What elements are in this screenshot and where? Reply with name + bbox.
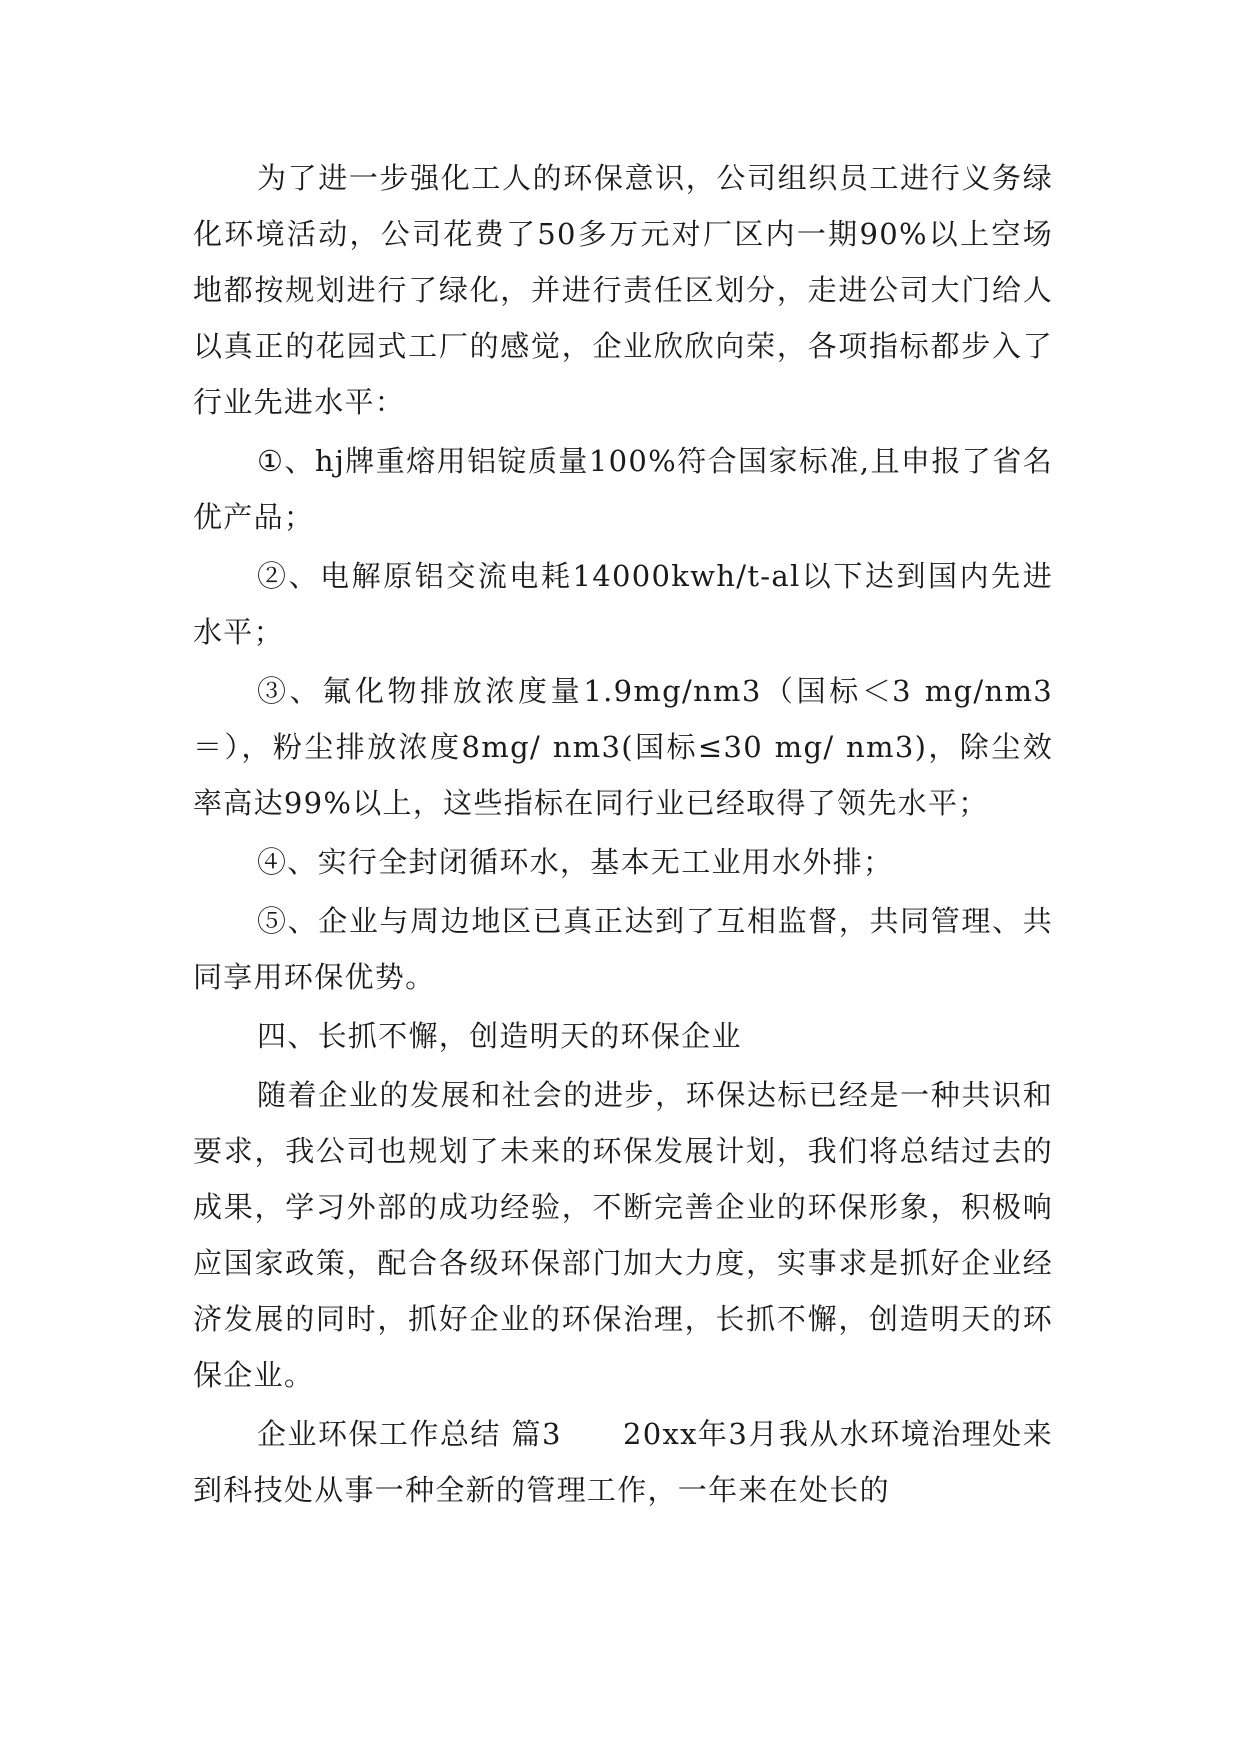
list-item-aluminum-quality: ①、hj牌重熔用铝锭质量100%符合国家标准,且申报了省名优产品； xyxy=(193,444,1053,534)
list-item-community-supervision: ⑤、企业与周边地区已真正达到了互相监督，共同管理、共同享用环保优势。 xyxy=(193,904,1053,994)
list-item-power-consumption: ②、电解原铝交流电耗14000kwh/t-al以下达到国内先进水平； xyxy=(193,559,1053,649)
document-page xyxy=(193,150,1053,1521)
paragraph-greening-intro: 为了进一步强化工人的环保意识，公司组织员工进行义务绿化环境活动，公司花费了50多万元对厂区内一期90%以上空场地都按规划进行了绿化，并进行责任区划分，走进公司大门给人以真正的花园式工厂的感觉，企业欣欣向荣，各项指标都步入了行业先进水平： xyxy=(193,161,1053,419)
paragraph-summary-part3: 企业环保工作总结 篇3 20xx年3月我从水环境治理处来到科技处从事一种全新的管理工作，一年来在处长的 xyxy=(193,1417,1053,1507)
list-item-emission-levels: ③、氟化物排放浓度量1.9mg/nm3（国标＜3 mg/nm3＝），粉尘排放浓度8mg/ nm3(国标≤30 mg/ nm3)，除尘效率高达99%以上，这些指标在同行业已经取得了领先水平； xyxy=(193,674,1053,820)
paragraph-future-plan: 随着企业的发展和社会的进步，环保达标已经是一种共识和要求，我公司也规划了未来的环保发展计划，我们将总结过去的成果，学习外部的成功经验，不断完善企业的环保形象，积极响应国家政策，配合各级环保部门加大力度，实事求是抓好企业经济发展的同时，抓好企业的环保治理，长抓不懈，创造明天的环保企业。 xyxy=(193,1078,1053,1392)
section-heading: 四、长抓不懈，创造明天的环保企业 xyxy=(257,1019,742,1053)
list-item-water-recycling: ④、实行全封闭循环水，基本无工业用水外排； xyxy=(257,845,894,879)
